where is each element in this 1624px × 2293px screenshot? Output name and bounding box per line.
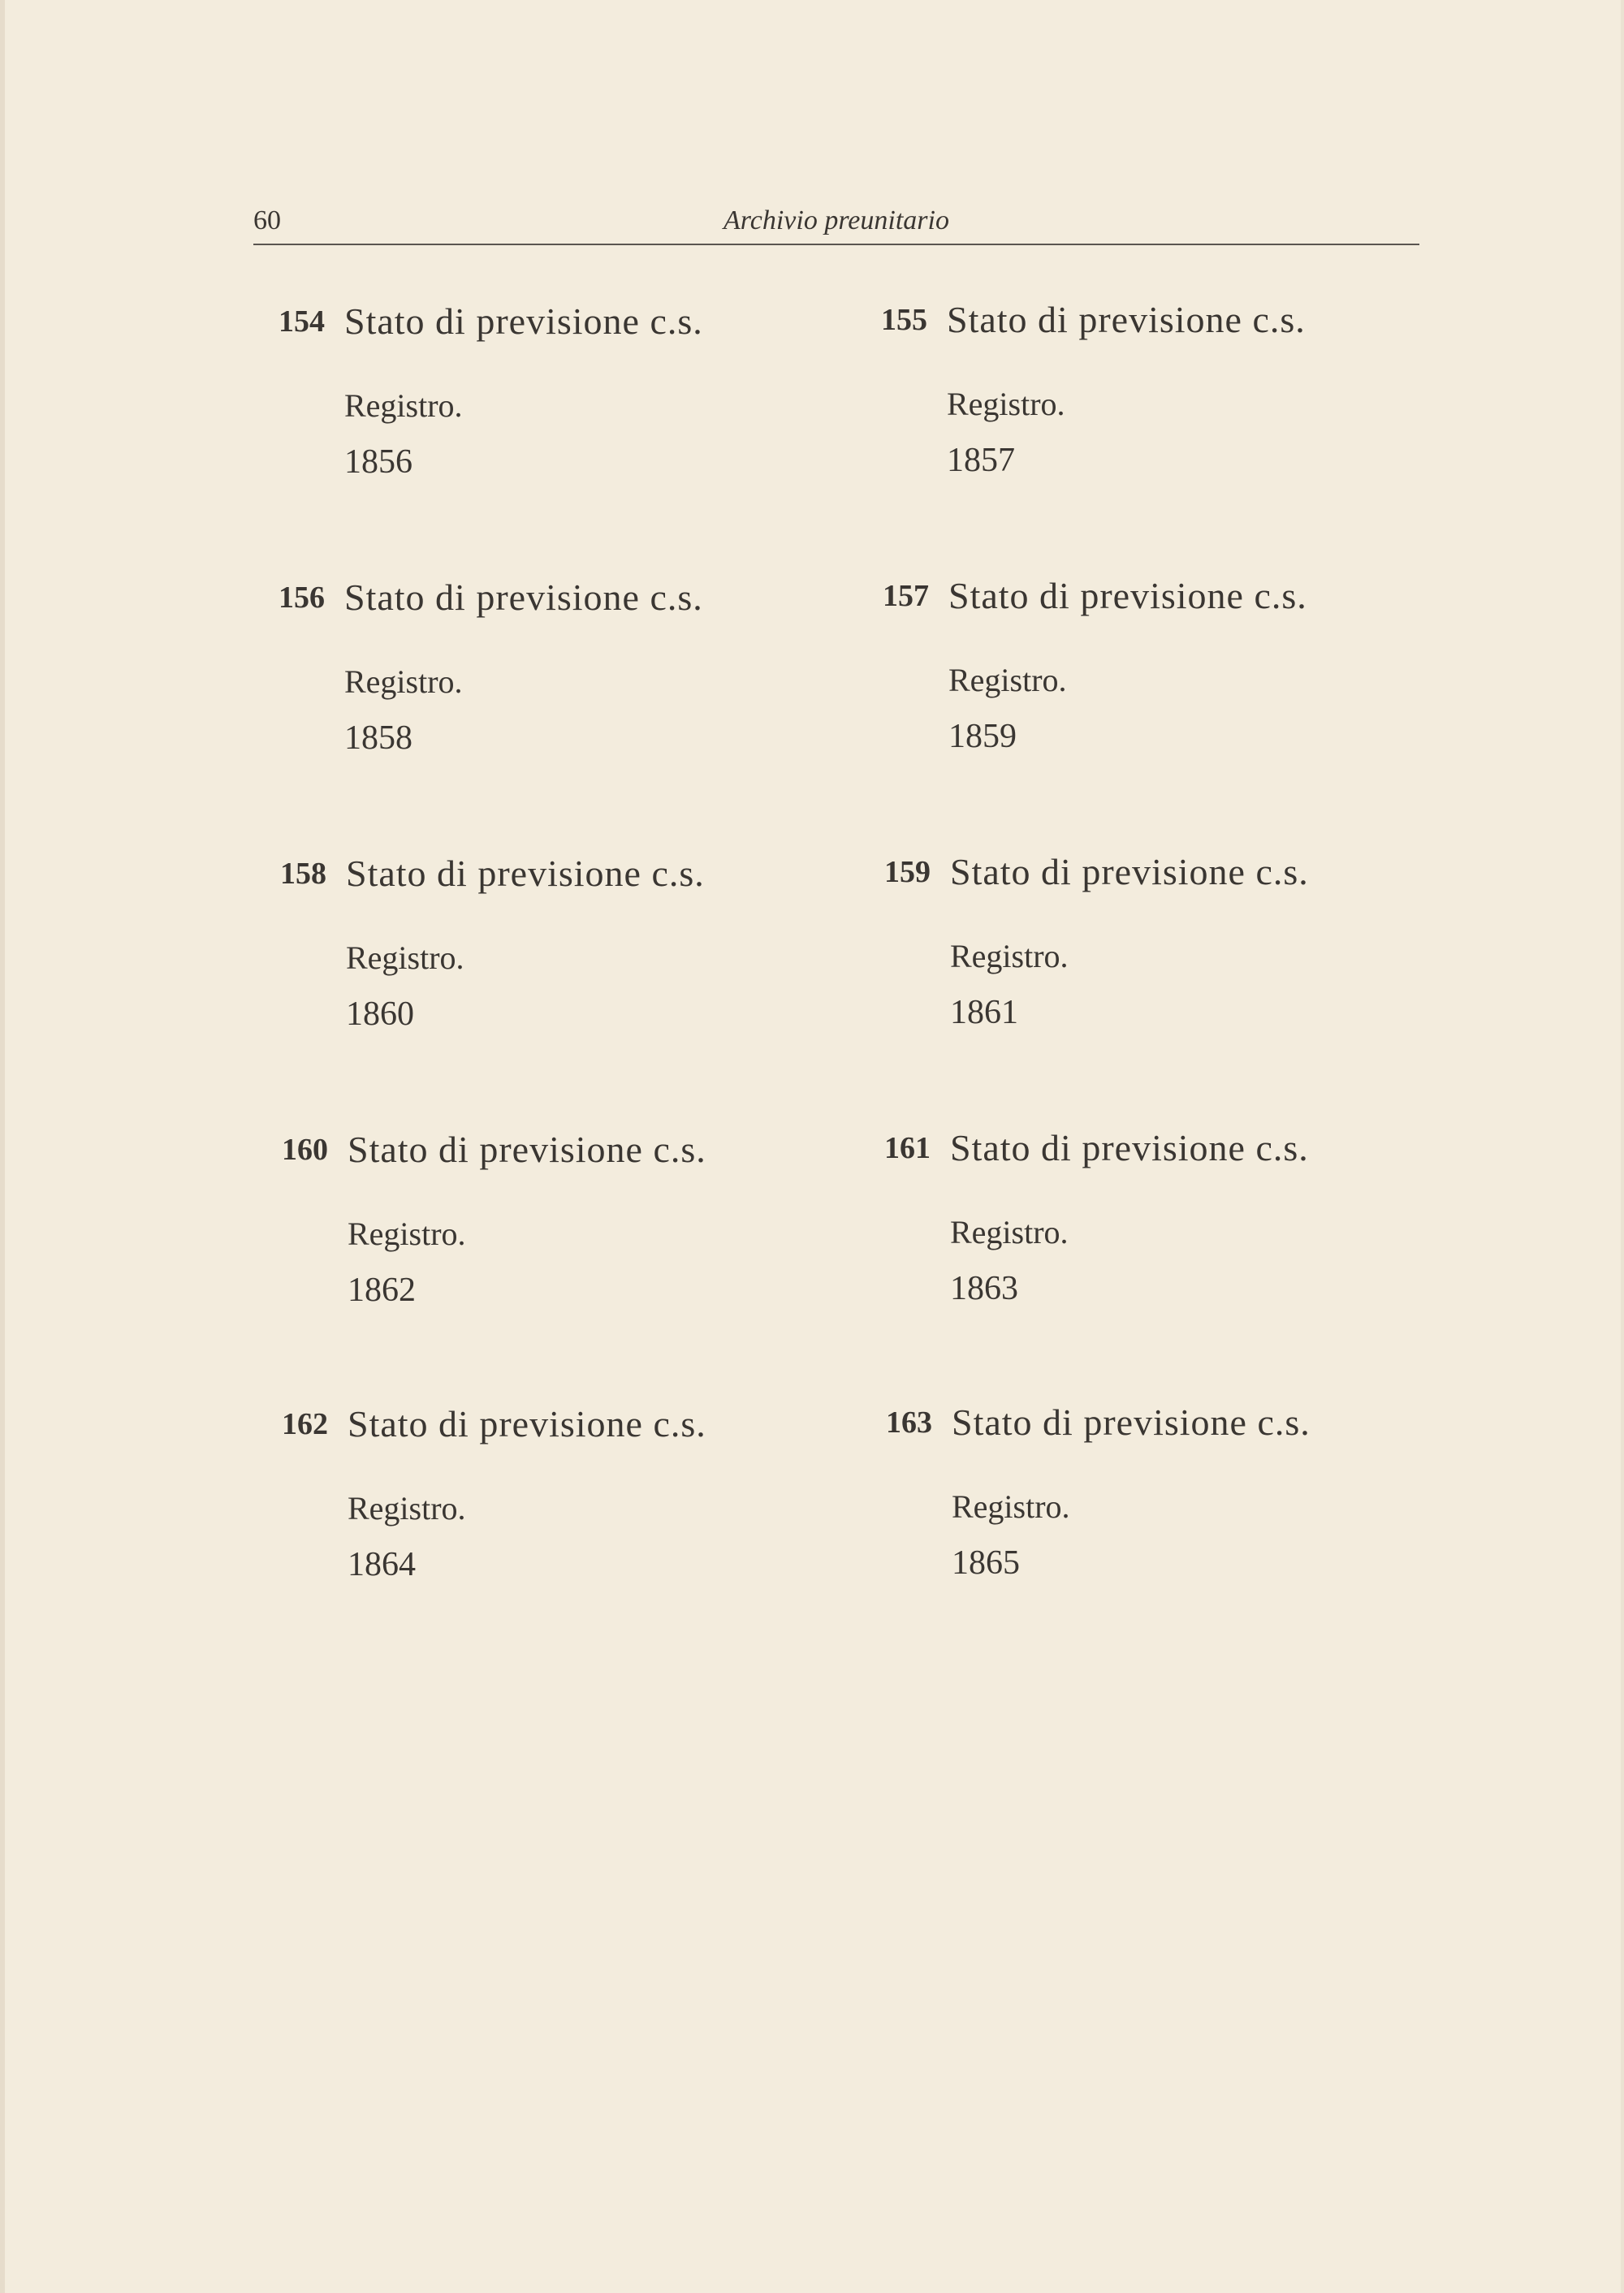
entry-number: 161 (884, 1131, 931, 1165)
entry-year: 1863 (950, 1270, 1018, 1307)
entry-title: Stato di previsione c.s. (348, 1403, 706, 1444)
catalog-entry (261, 848, 830, 1051)
entry-year: 1860 (346, 995, 414, 1033)
entry-type: Registro. (948, 662, 1067, 698)
entry-title: Stato di previsione c.s. (947, 299, 1306, 340)
catalog-entry (260, 296, 828, 499)
entry-title: Stato di previsione c.s. (950, 1127, 1309, 1168)
entry-type: Registro. (952, 1488, 1070, 1525)
catalog-entry (866, 846, 1434, 1049)
entry-type: Registro. (947, 386, 1065, 422)
entry-title: Stato di previsione c.s. (348, 1129, 706, 1170)
catalog-entry (862, 294, 1431, 497)
entry-title: Stato di previsione c.s. (344, 300, 703, 342)
catalog-entry (263, 1124, 831, 1327)
page-edge-right (1621, 0, 1624, 2293)
entry-type: Registro. (346, 939, 464, 976)
entry-type: Registro. (950, 1214, 1069, 1250)
page-number: 60 (253, 205, 281, 235)
entry-year: 1864 (348, 1546, 416, 1583)
entry-title: Stato di previsione c.s. (950, 851, 1309, 892)
entry-title: Stato di previsione c.s. (952, 1401, 1311, 1443)
page-edge-left (0, 0, 5, 2293)
entry-year: 1856 (344, 443, 412, 481)
entry-type: Registro. (348, 1216, 466, 1252)
entry-number: 157 (883, 579, 929, 613)
entry-year: 1858 (344, 719, 412, 757)
entry-number: 163 (886, 1406, 932, 1440)
entry-type: Registro. (344, 663, 463, 700)
entry-number: 162 (282, 1407, 328, 1441)
entry-number: 154 (279, 304, 325, 339)
entry-number: 160 (282, 1133, 328, 1167)
catalog-entry (867, 1397, 1436, 1600)
entry-year: 1865 (952, 1544, 1020, 1582)
entry-title: Stato di previsione c.s. (346, 853, 705, 894)
entry-number: 155 (881, 303, 927, 337)
entry-year: 1861 (950, 994, 1018, 1031)
entry-number: 158 (280, 857, 326, 891)
entry-type: Registro. (348, 1490, 466, 1527)
entry-year: 1857 (947, 442, 1015, 479)
entry-title: Stato di previsione c.s. (344, 576, 703, 618)
entry-title: Stato di previsione c.s. (948, 575, 1307, 616)
catalog-entry (866, 1122, 1434, 1325)
entry-type: Registro. (950, 938, 1069, 974)
page-header (253, 201, 1419, 245)
running-title: Archivio preunitario (723, 205, 949, 235)
catalog-entry (864, 570, 1432, 773)
entry-year: 1862 (348, 1272, 416, 1309)
entry-type: Registro. (344, 387, 463, 424)
catalog-entry (260, 572, 828, 775)
entry-number: 156 (279, 581, 325, 615)
entry-number: 159 (884, 855, 931, 889)
entry-year: 1859 (948, 718, 1017, 755)
catalog-entry (263, 1398, 831, 1601)
